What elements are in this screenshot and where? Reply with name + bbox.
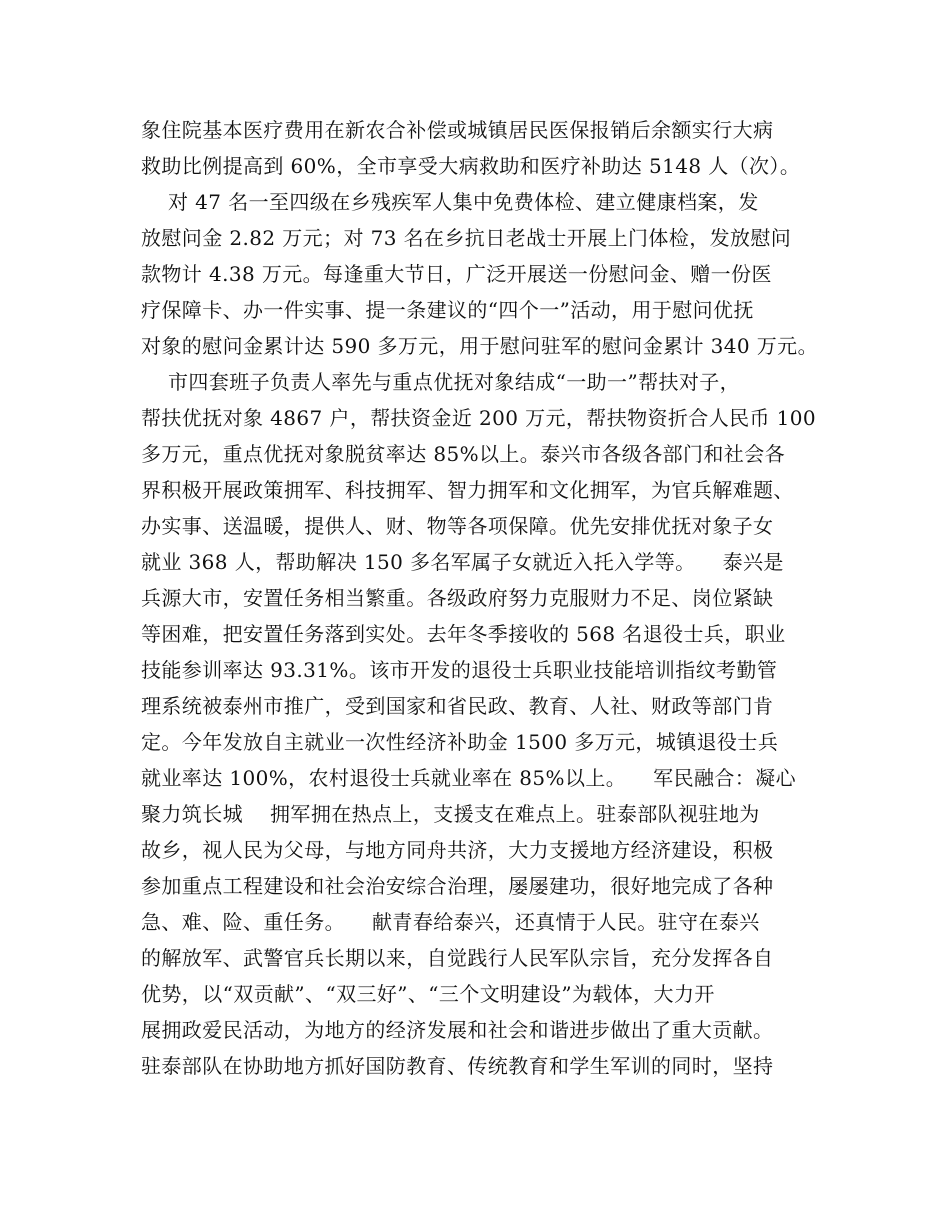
text-line: 放慰问金 2.82 万元；对 73 名在乡抗日老战士开展上门体检，发放慰问 (141, 226, 792, 250)
text-line: 帮扶优抚对象 4867 户，帮扶资金近 200 万元，帮扶物资折合人民币 100 (141, 406, 817, 430)
text-line: 对 47 名一至四级在乡残疾军人集中免费体检、建立健康档案，发 (141, 190, 759, 214)
text-line: 聚力筑长城 拥军拥在热点上，支援支在难点上。驻泰部队视驻地为 (141, 802, 760, 826)
text-line: 参加重点工程建设和社会治安综合治理，屡屡建功，很好地完成了各种 (141, 874, 774, 898)
text-line: 定。今年发放自主就业一次性经济补助金 1500 多万元，城镇退役士兵 (141, 730, 779, 754)
text-line: 的解放军、武警官兵长期以来，自觉践行人民军队宗旨，充分发挥各自 (141, 946, 774, 970)
text-line: 市四套班子负责人率先与重点优抚对象结成“一助一”帮扶对子， (141, 370, 741, 394)
text-line: 办实事、送温暖，提供人、财、物等各项保障。优先安排优抚对象子女 (141, 514, 774, 538)
text-line: 就业 368 人，帮助解决 150 多名军属子女就近入托入学等。 泰兴是 (141, 550, 784, 574)
text-line: 理系统被泰州市推广，受到国家和省民政、教育、人社、财政等部门肯 (141, 694, 774, 718)
text-line: 等困难，把安置任务落到实处。去年冬季接收的 568 名退役士兵，职业 (141, 622, 786, 646)
text-line: 界积极开展政策拥军、科技拥军、智力拥军和文化拥军，为官兵解难题、 (141, 478, 794, 502)
text-line: 多万元，重点优抚对象脱贫率达 85%以上。泰兴市各级各部门和社会各 (141, 442, 786, 466)
text-line: 故乡，视人民为父母，与地方同舟共济，大力支援地方经济建设，积极 (141, 838, 774, 862)
text-line: 优势，以“双贡献”、“双三好”、“三个文明建设”为载体，大力开 (141, 982, 715, 1006)
text-line: 兵源大市，安置任务相当繁重。各级政府努力克服财力不足、岗位紧缺 (141, 586, 774, 610)
body-text (141, 112, 821, 1084)
text-line: 驻泰部队在协助地方抓好国防教育、传统教育和学生军训的同时，坚持 (141, 1054, 774, 1078)
text-line: 急、难、险、重任务。 献青春给泰兴，还真情于人民。驻守在泰兴 (141, 910, 760, 934)
text-line: 对象的慰问金累计达 590 多万元，用于慰问驻军的慰问金累计 340 万元。 (141, 334, 818, 358)
text-line: 象住院基本医疗费用在新农合补偿或城镇居民医保报销后余额实行大病 (141, 118, 774, 142)
text-line: 款物计 4.38 万元。每逢重大节日，广泛开展送一份慰问金、赠一份医 (141, 262, 772, 286)
text-line: 疗保障卡、办一件实事、提一条建议的“四个一”活动，用于慰问优抚 (141, 298, 754, 322)
text-line: 展拥政爱民活动，为地方的经济发展和社会和谐进步做出了重大贡献。 (141, 1018, 774, 1042)
text-line: 技能参训率达 93.31%。该市开发的退役士兵职业技能培训指纹考勤管 (141, 658, 778, 682)
text-line: 救助比例提高到 60%，全市享受大病救助和医疗补助达 5148 人（次）。 (141, 154, 801, 178)
text-line: 就业率达 100%，农村退役士兵就业率在 85%以上。 军民融合：凝心 (141, 766, 796, 790)
